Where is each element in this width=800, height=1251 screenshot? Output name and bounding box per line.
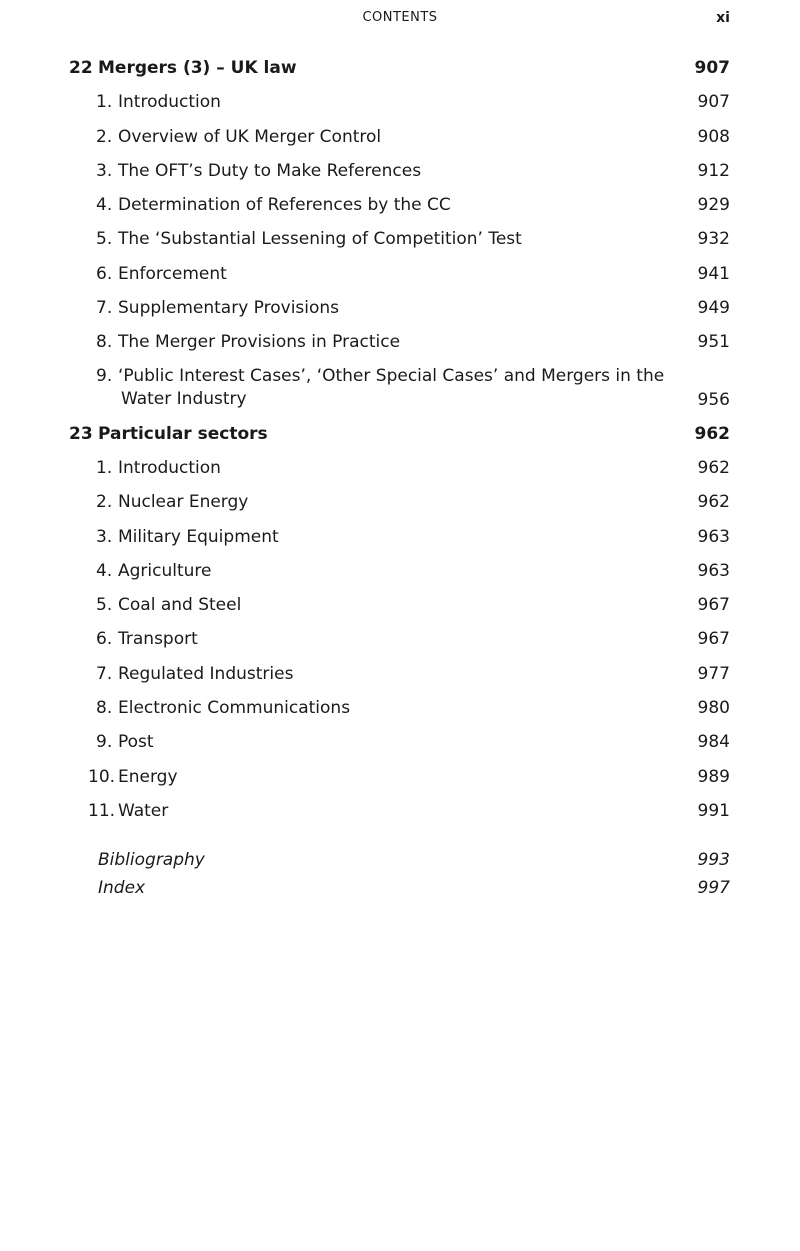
- section-title: Electronic Communications: [118, 698, 351, 719]
- section-title: Introduction: [118, 92, 221, 113]
- toc-section[interactable]: [0, 554, 800, 588]
- section-title: [118, 365, 664, 411]
- section-page: 912: [697, 160, 730, 181]
- toc-section[interactable]: [0, 520, 800, 554]
- section-title: Nuclear Energy: [118, 492, 249, 513]
- chapter-number: 22: [69, 58, 93, 78]
- section-number: 9.: [96, 732, 113, 753]
- section-title: The ‘Substantial Lessening of Competition’ Test: [118, 229, 522, 250]
- toc-section[interactable]: [0, 691, 800, 725]
- section-number: 9.: [96, 366, 113, 387]
- section-title: Determination of References by the CC: [118, 195, 451, 216]
- section-page: 907: [697, 92, 730, 113]
- section-number: 7.: [96, 663, 113, 684]
- chapter-page: 962: [694, 423, 730, 444]
- back-matter-page: 997: [697, 878, 730, 899]
- section-number: 8.: [96, 332, 113, 353]
- section-title: Energy: [118, 766, 178, 787]
- section-title: Military Equipment: [118, 526, 279, 547]
- chapter-page: 907: [694, 58, 730, 78]
- section-page: 991: [697, 800, 730, 821]
- toc-section[interactable]: [0, 85, 800, 119]
- section-page: 980: [697, 698, 730, 719]
- chapter-number: 23: [69, 423, 93, 444]
- toc-section[interactable]: [0, 325, 800, 359]
- toc-section[interactable]: [0, 760, 800, 794]
- toc-section[interactable]: [0, 222, 800, 256]
- section-title-line: ‘Public Interest Cases’, ‘Other Special Cases’ and Mergers in the: [118, 366, 665, 387]
- toc-back-matter-bibliography[interactable]: [0, 846, 800, 874]
- section-title: Overview of UK Merger Control: [118, 126, 382, 147]
- chapter-title: Particular sectors: [98, 423, 268, 444]
- section-number: 6.: [96, 629, 113, 650]
- section-page: 949: [697, 298, 730, 319]
- section-number: 2.: [96, 126, 113, 147]
- section-page: 967: [697, 629, 730, 650]
- toc-section[interactable]: [0, 485, 800, 519]
- section-page: 977: [697, 663, 730, 684]
- section-number: 1.: [96, 92, 113, 113]
- section-page: 951: [697, 332, 730, 353]
- section-number: 5.: [96, 595, 113, 616]
- section-title: Transport: [118, 629, 198, 650]
- toc-section[interactable]: [0, 188, 800, 222]
- toc-section[interactable]: [0, 257, 800, 291]
- toc-section[interactable]: [0, 360, 800, 417]
- toc-section[interactable]: [0, 451, 800, 485]
- section-page: 963: [697, 560, 730, 581]
- chapter-title: Mergers (3) – UK law: [98, 58, 297, 78]
- page-folio: xi: [716, 10, 730, 26]
- section-title: Water: [118, 800, 169, 821]
- toc-section[interactable]: [0, 588, 800, 622]
- section-number: 4.: [96, 195, 113, 216]
- toc-section[interactable]: [0, 291, 800, 325]
- section-title: The Merger Provisions in Practice: [118, 332, 401, 353]
- section-page: 989: [697, 766, 730, 787]
- section-title: Agriculture: [118, 560, 212, 581]
- section-page: 932: [697, 229, 730, 250]
- section-title: Post: [118, 732, 154, 753]
- section-page: 967: [697, 595, 730, 616]
- toc-chapter-23[interactable]: [0, 417, 800, 451]
- section-number: 5.: [96, 229, 113, 250]
- section-title: The OFT’s Duty to Make References: [118, 160, 422, 181]
- section-title: Coal and Steel: [118, 595, 242, 616]
- section-title: Regulated Industries: [118, 663, 294, 684]
- toc-section[interactable]: [0, 657, 800, 691]
- toc-chapter-22[interactable]: [0, 51, 800, 85]
- section-number: 11.: [88, 800, 116, 821]
- section-page: 908: [697, 126, 730, 147]
- section-number: 3.: [96, 160, 113, 181]
- running-head: [0, 8, 800, 28]
- section-number: 3.: [96, 526, 113, 547]
- section-page: 962: [697, 492, 730, 513]
- section-page: 963: [697, 526, 730, 547]
- toc-section[interactable]: [0, 725, 800, 759]
- toc-section[interactable]: [0, 120, 800, 154]
- running-title: CONTENTS: [362, 10, 438, 25]
- section-number: 8.: [96, 698, 113, 719]
- section-number: 2.: [96, 492, 113, 513]
- section-page: 941: [697, 263, 730, 284]
- section-title: Introduction: [118, 457, 221, 478]
- toc-section[interactable]: [0, 154, 800, 188]
- section-number: 4.: [96, 560, 113, 581]
- back-matter-title: Bibliography: [98, 850, 205, 871]
- toc-back-matter-index[interactable]: [0, 874, 800, 902]
- section-spacer: [0, 828, 800, 846]
- toc-section[interactable]: [0, 622, 800, 656]
- section-page: 962: [697, 457, 730, 478]
- back-matter-page: 993: [697, 850, 730, 871]
- section-page: 929: [697, 195, 730, 216]
- section-title-line: Water Industry: [121, 389, 247, 410]
- section-number: 10.: [88, 766, 116, 787]
- back-matter-title: Index: [98, 878, 146, 899]
- section-page: 956: [697, 389, 730, 410]
- table-of-contents: [0, 51, 800, 902]
- section-title: Enforcement: [118, 263, 227, 284]
- toc-section[interactable]: [0, 794, 800, 828]
- section-page: 984: [697, 732, 730, 753]
- section-number: 1.: [96, 457, 113, 478]
- section-number: 6.: [96, 263, 113, 284]
- section-number: 7.: [96, 298, 113, 319]
- section-title: Supplementary Provisions: [118, 298, 340, 319]
